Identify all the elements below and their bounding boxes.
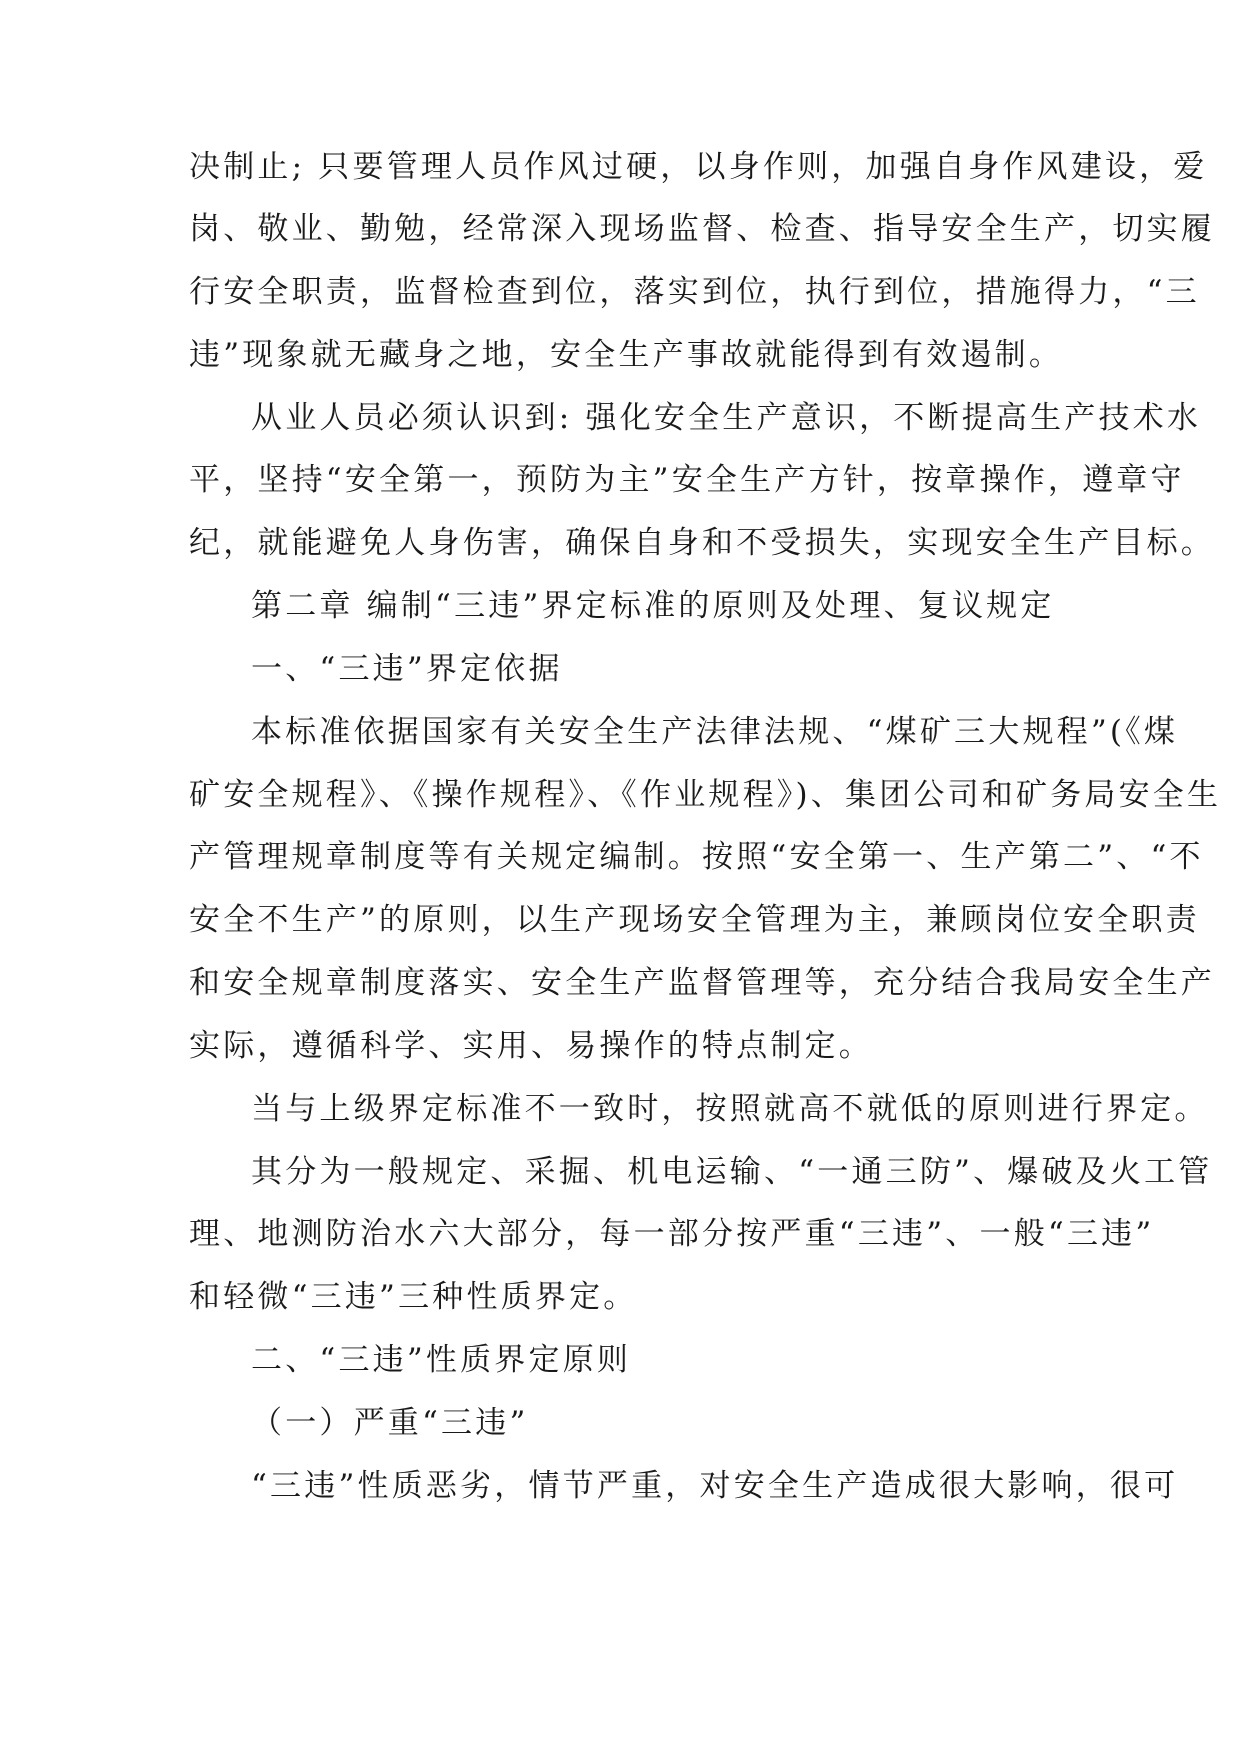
section-heading: 二、“三违”性质界定原则 bbox=[251, 1342, 632, 1378]
text-line: 安全不生产”的原则，以生产现场安全管理为主，兼顾岗位安全职责 bbox=[189, 902, 1200, 938]
paragraph-first-line: 从业人员必须认识到: 强化安全生产意识，不断提高生产技术水 bbox=[251, 400, 1202, 436]
text-line: 平，坚持“安全第一，预防为主”安全生产方针，按章操作，遵章守 bbox=[189, 462, 1185, 498]
text-line: 理、地测防治水六大部分，每一部分按严重“三违”、一般“三违” bbox=[189, 1216, 1155, 1252]
section-heading: 一、“三违”界定依据 bbox=[251, 651, 563, 687]
text-line: 岗、敬业、勤勉，经常深入现场监督、检查、指导安全生产，切实履 bbox=[189, 211, 1215, 247]
subsection-heading: （一）严重“三违” bbox=[251, 1405, 529, 1441]
text-line: 违”现象就无藏身之地，安全生产事故就能得到有效遏制。 bbox=[189, 337, 1064, 373]
text-line: 行安全职责，监督检查到位，落实到位，执行到位，措施得力，“三 bbox=[189, 274, 1200, 310]
text-line: 和安全规章制度落实、安全生产监督管理等，充分结合我局安全生产 bbox=[189, 965, 1215, 1001]
text-line: 纪，就能避免人身伤害，确保自身和不受损失，实现安全生产目标。 bbox=[189, 525, 1215, 561]
chapter-heading: 第二章 编制“三违”界定标准的原则及处理、复议规定 bbox=[251, 588, 1055, 624]
paragraph-first-line: “三违”性质恶劣，情节严重，对安全生产造成很大影响，很可 bbox=[251, 1468, 1179, 1504]
paragraph-first-line: 其分为一般规定、采掘、机电运输、“一通三防”、爆破及火工管 bbox=[251, 1154, 1213, 1190]
text-line: 矿安全规程》、《操作规程》、《作业规程》)、集团公司和矿务局安全生 bbox=[189, 777, 1222, 813]
text-line: 决制止; 只要管理人员作风过硬，以身作则，加强自身作风建设，爱 bbox=[189, 149, 1208, 185]
text-line: 产管理规章制度等有关规定编制。按照“安全第一、生产第二”、“不 bbox=[189, 839, 1204, 875]
paragraph-first-line: 当与上级界定标准不一致时，按照就高不就低的原则进行界定。 bbox=[251, 1091, 1209, 1127]
text-line: 和轻微“三违”三种性质界定。 bbox=[189, 1279, 638, 1315]
text-line: 实际，遵循科学、实用、易操作的特点制定。 bbox=[189, 1028, 873, 1064]
paragraph-first-line: 本标准依据国家有关安全生产法律法规、“煤矿三大规程”(《煤 bbox=[251, 714, 1179, 750]
